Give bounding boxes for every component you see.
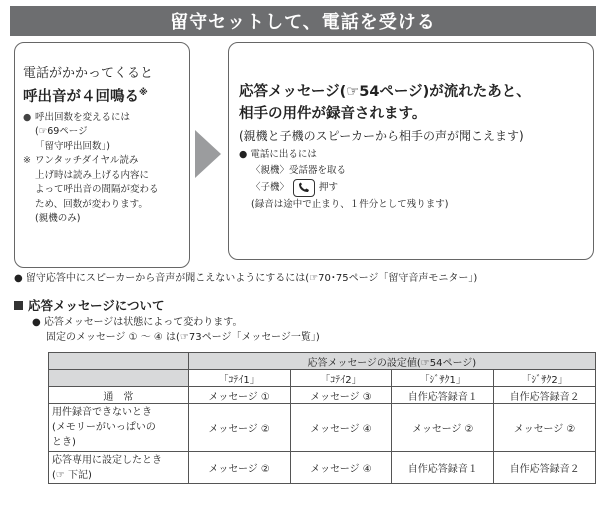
table-cell: メッセージ ④	[290, 404, 392, 452]
table-row	[49, 387, 596, 404]
table-row-label: 通 常	[49, 387, 189, 404]
phone-handset-icon	[297, 182, 311, 194]
message-step-box	[228, 42, 594, 260]
speaker-monitor-note: ● 留守応答中にスピーカーから音声が聞こえないようにするには(☞70･75ページ「留守音声モニター」)	[14, 273, 478, 284]
table-cell: 自作応答録音１	[392, 452, 494, 484]
table-col-header: 「ｼﾞｻｸ2」	[494, 370, 596, 387]
ring-step-box	[14, 42, 190, 268]
answer-call-note: ● 電話に出るには 〈親機〉受話器を取る 〈子機〉 押す (録音は途中で止まり、１件分として残ります)	[239, 149, 449, 210]
table-row	[49, 404, 596, 452]
table-col-header: 「ｺﾃｲ1」	[188, 370, 290, 387]
table-cell: メッセージ ②	[494, 404, 596, 452]
table-row-label: 用件録音できないとき (メモリーがいっぱいの とき)	[49, 404, 189, 452]
table-cell: 自作応答録音１	[392, 387, 494, 404]
section-title: 応答メッセージについて	[14, 296, 165, 314]
step-arrow-icon	[195, 130, 221, 178]
table-cell: 自作応答録音２	[494, 387, 596, 404]
message-settings-table	[48, 352, 596, 484]
table-row	[49, 452, 596, 484]
message-lead-text: 応答メッセージ(☞54ページ)が流れたあと、	[239, 84, 531, 100]
recording-text: 相手の用件が録音されます。	[239, 106, 427, 122]
table-cell: メッセージ ②	[392, 404, 494, 452]
ring-count-note: ● 呼出回数を変えるには (☞69ページ 「留守呼出回数」) ※ ワンタッチダイヤル読み 上げ時は読み上げる内容に よって呼出音の間隔が変わる ため、回数が変わります。 (親機のみ)	[23, 111, 159, 225]
table-col-header: 「ｼﾞｻｸ1」	[392, 370, 494, 387]
table-row-label: 応答専用に設定したとき (☞ 下記)	[49, 452, 189, 484]
table-cell: メッセージ ③	[290, 387, 392, 404]
table-col-header: 「ｺﾃｲ2」	[290, 370, 392, 387]
table-main-header: 応答メッセージの設定値(☞54ページ)	[188, 353, 595, 370]
section-note-fixed: 固定のメッセージ ① ～ ④ は(☞73ページ「メッセージ一覧」)	[46, 332, 320, 343]
table-cell: 自作応答録音２	[494, 452, 596, 484]
table-cell: メッセージ ②	[188, 452, 290, 484]
phone-handset-icon	[293, 179, 315, 197]
section-note: ● 応答メッセージは状態によって変わります。	[32, 317, 243, 328]
ring-lead-text: 電話がかかってくると	[23, 66, 154, 81]
speaker-note: (親機と子機のスピーカーから相手の声が聞こえます)	[239, 129, 524, 143]
table-cell: メッセージ ④	[290, 452, 392, 484]
table-cell: メッセージ ①	[188, 387, 290, 404]
ring-count-text: 呼出音が４回鳴る※	[23, 88, 148, 105]
page-title: 留守セットして、電話を受ける	[10, 6, 596, 36]
table-cell: メッセージ ②	[188, 404, 290, 452]
